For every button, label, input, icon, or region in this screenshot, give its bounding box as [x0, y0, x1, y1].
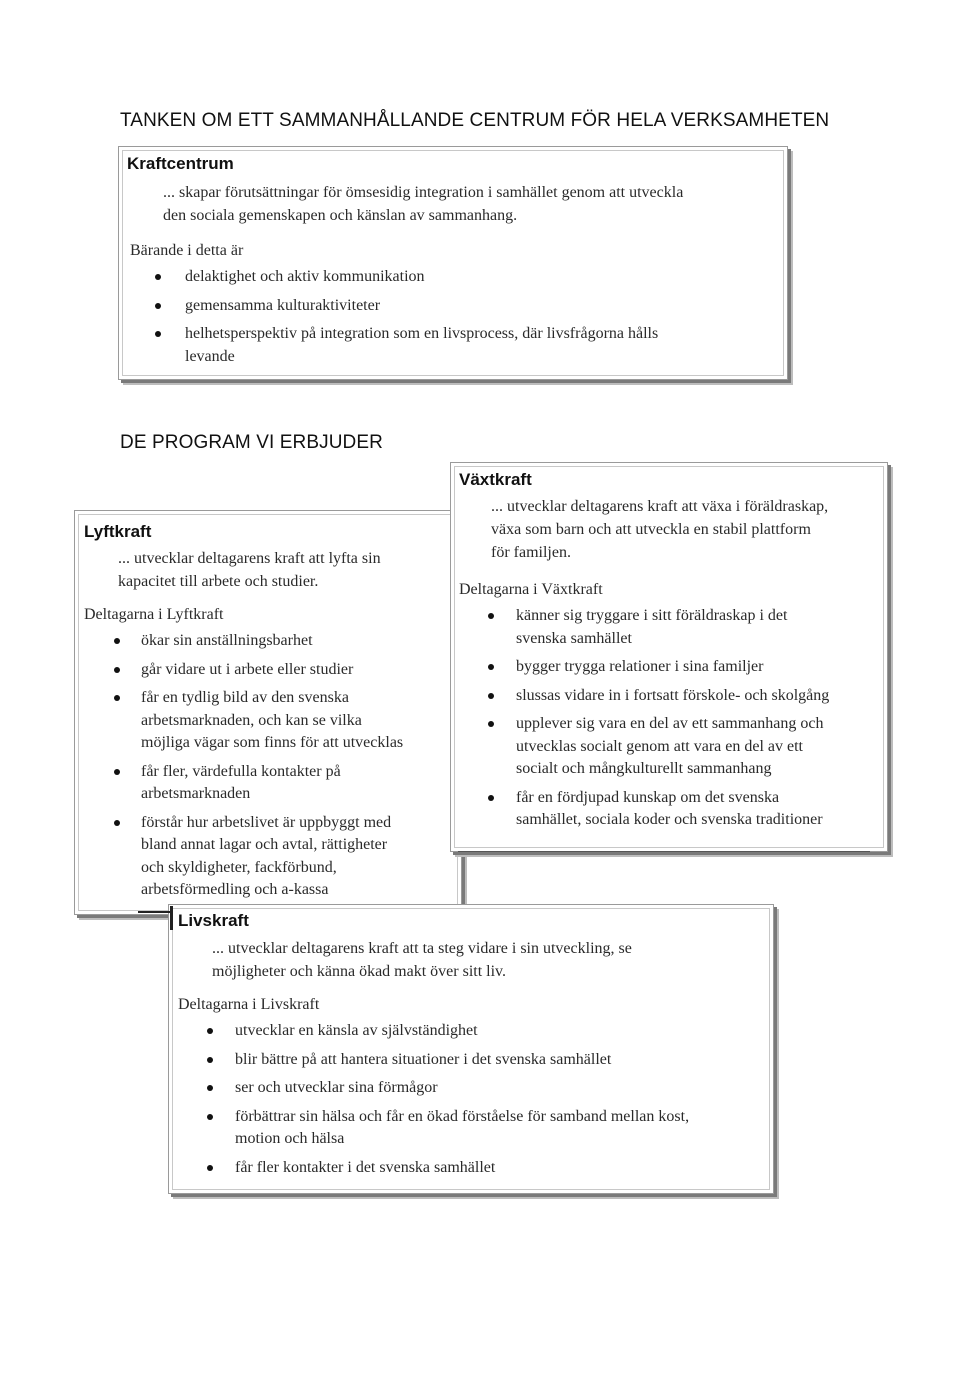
lyftkraft-title: Lyftkraft	[84, 522, 152, 541]
intro-line: möjligheter och känna ökad makt över sitt liv.	[212, 963, 506, 980]
list-item-text: får fler kontakter i det svenska samhället	[235, 1158, 496, 1176]
bullet-icon	[155, 303, 161, 309]
list-item-text: ser och utvecklar sina förmågor	[235, 1079, 438, 1096]
kraftcentrum-intro	[163, 181, 783, 227]
bullet-icon	[114, 769, 120, 775]
intro-line: kapacitet till arbete och studier.	[118, 573, 319, 590]
kraftcentrum-list	[185, 266, 775, 368]
list-item-text: arbetsmarknaden, och kan se vilka	[141, 711, 362, 729]
list-item-text: levande	[185, 347, 235, 365]
list-item-text: motion och hälsa	[235, 1130, 345, 1147]
list-item	[141, 659, 451, 682]
list-item-text: arbetsmarknaden	[141, 785, 251, 802]
kraftcentrum-title: Kraftcentrum	[127, 154, 234, 173]
list-item-text: möjliga vägar som finns för att utvecklas	[141, 734, 404, 751]
lyftkraft-lead: Deltagarna i Lyftkraft	[84, 606, 224, 623]
list-item-text: arbetsförmedling och a-kassa	[141, 881, 329, 898]
list-item	[516, 656, 881, 679]
list-item-text: får en fördjupad kunskap om det svenska	[516, 788, 780, 806]
list-item	[235, 1049, 770, 1072]
lyftkraft-list	[141, 630, 451, 902]
bullet-icon	[207, 1057, 213, 1063]
list-item-text: bland annat lagar och avtal, rättigheter	[141, 836, 388, 853]
bullet-icon	[488, 721, 494, 727]
bullet-icon	[207, 1165, 213, 1171]
kraftcentrum-lead: Bärande i detta är	[130, 242, 244, 259]
list-item	[516, 685, 881, 708]
list-item-text: ökar sin anställningsbarhet	[141, 632, 313, 649]
list-item	[235, 1077, 770, 1100]
list-item	[185, 266, 775, 289]
intro-line: för familjen.	[491, 544, 571, 561]
bullet-icon	[488, 795, 494, 801]
page-title: TANKEN OM ETT SAMMANHÅLLANDE CENTRUM FÖR HELA VERKSAMHETEN	[120, 110, 830, 131]
list-item	[516, 605, 881, 650]
vaxtkraft-list	[516, 605, 881, 832]
list-item	[235, 1106, 770, 1151]
programs-heading: DE PROGRAM VI ERBJUDER	[120, 432, 383, 453]
list-item	[141, 812, 451, 902]
connector-line	[138, 911, 172, 913]
list-item-text: svenska samhället	[516, 629, 632, 647]
list-item	[185, 323, 775, 368]
list-item-text: förstår hur arbetslivet är uppbyggt med	[141, 813, 392, 831]
list-item-text: får en tydlig bild av den svenska	[141, 689, 349, 706]
intro-line: ... utvecklar deltagarens kraft att ta steg vidare i sin utveckling, se	[212, 940, 632, 957]
intro-line: växa som barn och att utveckla en stabil plattform	[491, 521, 811, 538]
bullet-icon	[488, 664, 494, 670]
list-item-text: delaktighet och aktiv kommunikation	[185, 268, 425, 285]
list-item	[141, 630, 451, 653]
list-item	[185, 295, 775, 318]
list-item-text: samhället, sociala koder och svenska traditioner	[516, 811, 823, 828]
list-item	[516, 713, 881, 781]
list-item-text: gemensamma kulturaktiviteter	[185, 296, 381, 314]
bullet-icon	[155, 331, 161, 337]
list-item-text: socialt och mångkulturellt sammanhang	[516, 760, 772, 777]
divider	[458, 851, 870, 852]
list-item-text: utvecklas socialt genom att vara en del av ett	[516, 737, 803, 755]
list-item-text: slussas vidare in i fortsatt förskole- och skolgång	[516, 686, 830, 704]
list-item-text: och skyldigheter, fackförbund,	[141, 858, 337, 876]
list-item	[141, 687, 451, 755]
bullet-icon	[207, 1085, 213, 1091]
list-item-text: helhetsperspektiv på integration som en livsprocess, där livsfrågorna hålls	[185, 325, 659, 342]
livskraft-lead: Deltagarna i Livskraft	[178, 996, 320, 1013]
connector-bar	[170, 906, 173, 930]
list-item-text: får fler, värdefulla kontakter på	[141, 762, 341, 780]
bullet-icon	[488, 693, 494, 699]
bullet-icon	[114, 638, 120, 644]
vaxtkraft-lead: Deltagarna i Växtkraft	[459, 581, 603, 598]
intro-line: ... utvecklar deltagarens kraft att växa i föräldraskap,	[491, 498, 829, 515]
list-item-text: känner sig tryggare i sitt föräldraskap i det	[516, 607, 788, 624]
list-item-text: förbättrar sin hälsa och får en ökad förståelse för samband mellan kost,	[235, 1107, 690, 1125]
list-item-text: blir bättre på att hantera situationer i det svenska samhället	[235, 1050, 612, 1068]
bullet-icon	[488, 613, 494, 619]
bullet-icon	[207, 1028, 213, 1034]
list-item-text: utvecklar en känsla av självständighet	[235, 1022, 478, 1039]
list-item	[235, 1020, 770, 1043]
list-item-text: bygger trygga relationer i sina familjer	[516, 658, 764, 675]
list-item	[235, 1157, 770, 1180]
intro-line: ... skapar förutsättningar för ömsesidig integration i samhället genom att utveckla	[163, 184, 684, 201]
intro-line: den sociala gemenskapen och känslan av sammanhang.	[163, 207, 518, 224]
vaxtkraft-title: Växtkraft	[459, 470, 532, 489]
bullet-icon	[114, 695, 120, 701]
intro-line: ... utvecklar deltagarens kraft att lyfta sin	[118, 550, 381, 567]
list-item	[516, 787, 881, 832]
bullet-icon	[114, 820, 120, 826]
livskraft-intro	[212, 937, 762, 983]
list-item-text: går vidare ut i arbete eller studier	[141, 660, 354, 678]
vaxtkraft-intro	[491, 495, 886, 564]
bullet-icon	[114, 667, 120, 673]
list-item	[141, 761, 451, 806]
livskraft-list	[235, 1020, 770, 1179]
bullet-icon	[207, 1114, 213, 1120]
bullet-icon	[155, 274, 161, 280]
livskraft-title: Livskraft	[178, 911, 249, 930]
lyftkraft-intro	[118, 547, 448, 593]
list-item-text: upplever sig vara en del av ett sammanhang och	[516, 715, 824, 732]
